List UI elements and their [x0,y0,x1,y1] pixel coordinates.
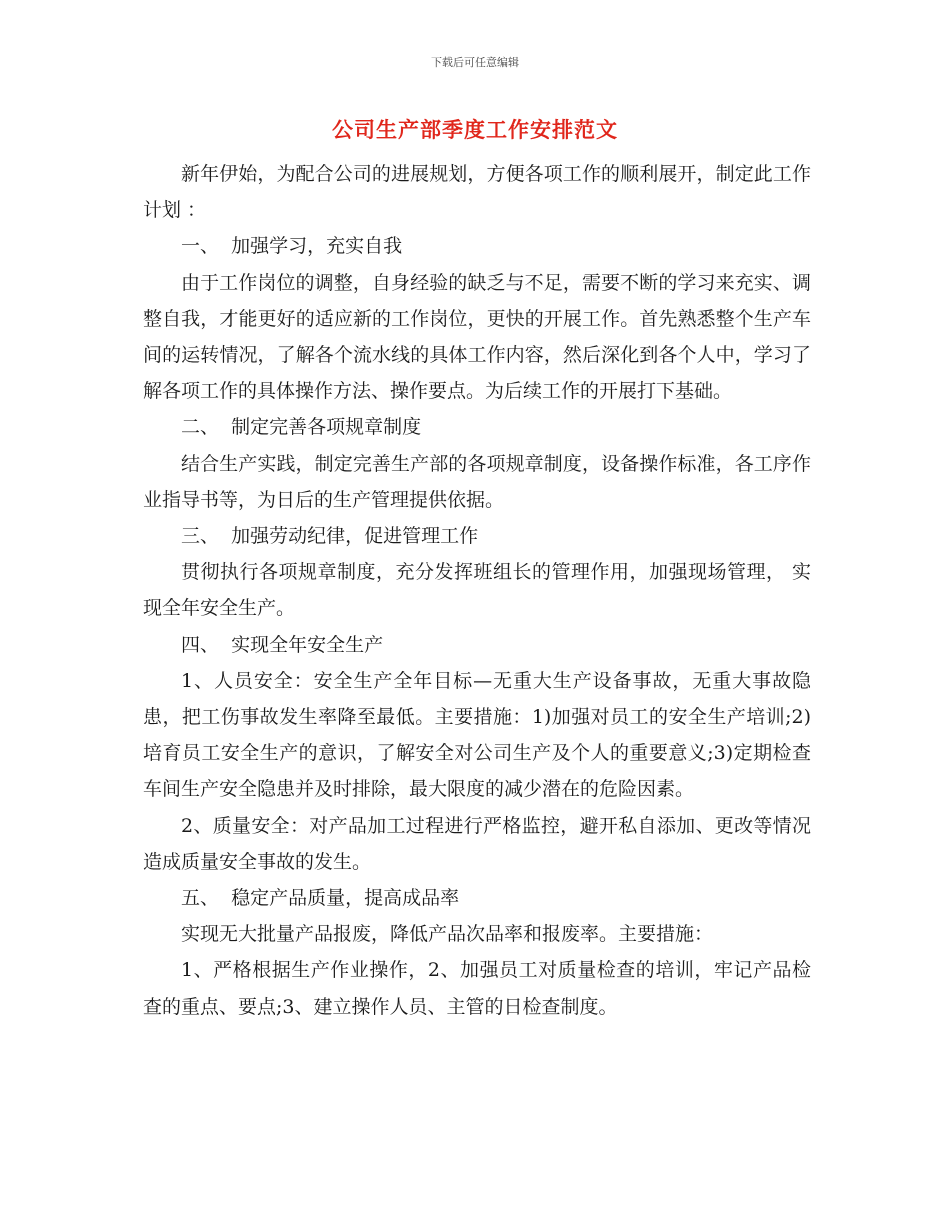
section-heading-5: 五、 稳定产品质量，提高成品率 [181,887,460,910]
section-heading-1: 一、 加强学习，充实自我 [181,235,403,258]
document-body [143,156,811,1025]
header-note: 下载后可任意编辑 [431,56,519,69]
section-heading-2: 二、 制定完善各项规章制度 [181,416,422,439]
section-heading-4: 四、 实现全年安全生产 [181,633,384,656]
section-heading-3: 三、 加强劳动纪律，促进管理工作 [181,525,479,548]
body-paragraph: 2、质量安全：对产品加工过程进行严格监控，避开私自添加、更改等情况造成质量安全事故的发生。 [143,814,811,873]
body-paragraph: 由于工作岗位的调整，自身经验的缺乏与不足，需要不断的学习来充实、调整自我，才能更好的适应新的工作岗位，更快的开展工作。首先熟悉整个生产车间的运转情况，了解各个流水线的具体工作内容，然后深化到各个人中，学习了解各项工作的具体操作方法、操作要点。为后续工作的开展打下基础。 [143,271,811,403]
body-paragraph: 1、严格根据生产作业操作，2、加强员工对质量检查的培训，牢记产品检查的重点、要点;3、建立操作人员、主管的日检查制度。 [143,959,811,1018]
body-paragraph: 结合生产实践，制定完善生产部的各项规章制度，设备操作标准，各工序作业指导书等，为日后的生产管理提供依据。 [143,452,811,511]
intro-paragraph: 新年伊始，为配合公司的进展规划，方便各项工作的顺利展开，制定此工作计划 ： [143,163,811,222]
body-paragraph: 实现无大批量产品报废，降低产品次品率和报废率。主要措施： [181,923,714,946]
body-paragraph: 1、人员安全：安全生产全年目标—无重大生产设备事故，无重大事故隐患，把工伤事故发生率降至最低。主要措施：1)加强对员工的安全生产培训;2)培育员工安全生产的意识，了解安全对公司生产及个人的重要意义;3)定期检查车间生产安全隐患并及时排除，最大限度的减少潜在的危险因素。 [143,669,811,801]
body-paragraph: 贯彻执行各项规章制度，充分发挥班组长的管理作用，加强现场管理， 实现全年安全生产。 [143,561,811,620]
document-title: 公司生产部季度工作安排范文 [332,117,618,142]
